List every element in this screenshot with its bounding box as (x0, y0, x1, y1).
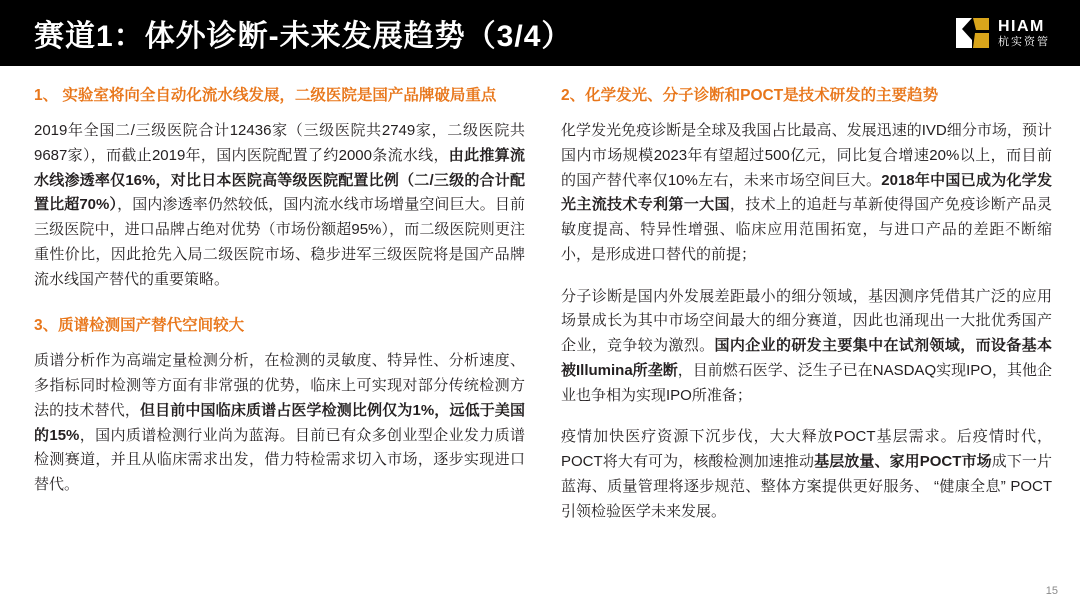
slide-body (0, 66, 1080, 605)
page-number: 15 (1045, 585, 1058, 597)
right-paragraph-2: 分子诊断是国内外发展差距最小的细分领域，基因测序凭借其广泛的应用场景成长为其中市场空间最大的细分赛道，因此也涌现出一大批优秀国产企业，竞争较为激烈。国内企业的研发主要集中在试剂领域，而设备基本被Illumina所垄断，目前燃石医学、泛生子已在NASDAQ实现IPO，其他企业也争相为实现IPO所准备； (561, 287, 1052, 404)
right-section1-heading: 2、化学发光、分子诊断和POCT是技术研发的主要趋势 (561, 87, 939, 104)
company-logo (956, 18, 1062, 48)
logo-text (998, 18, 1050, 48)
left-section1-paragraph: 2019年全国二/三级医院合计12436家（三级医院共2749家，二级医院共9687家），而截止2019年，国内医院配置了约2000条流水线，由此推算流水线渗透率仅16%，对比日本医院高等级医院配置比例（二/三级的合计配置比超70%），国内渗透率仍然较低，国内流水线市场增量空间巨大。目前三级医院中，进口品牌占绝对优势（市场份额超95%），而二级医院则更注重性价比，因此抢先入局二级医院市场、稳步进军三级医院将是国产品牌流水线国产替代的重要策略。 (34, 122, 525, 288)
page-title: 赛道1：体外诊断-未来发展趋势（3/4） (34, 20, 573, 53)
right-paragraph-3: 疫情加快医疗资源下沉步伐，大大释放POCT基层需求。后疫情时代，POCT将大有可为，核酸检测加速推动基层放量、家用POCT市场成下一片蓝海、质量管理将逐步规范、整体方案提供更好服务、 “健康全息” POCT引领检验医学未来发展。 (561, 428, 1053, 520)
right-column (561, 84, 1052, 605)
hiam-logo-icon (956, 18, 990, 48)
logo-en-label: HIAM (998, 18, 1045, 36)
logo-cn-label: 杭实资管 (998, 35, 1050, 48)
right-section1-paragraph: 化学发光免疫诊断是全球及我国占比最高、发展迅速的IVD细分市场，预计国内市场规模2023年有望超过500亿元，同比复合增速20%以上，而目前的国产替代率仅10%左右，未来市场空间巨大。2018年中国已成为化学发光主流技术专利第一大国，技术上的追赶与革新使得国产免疫诊断产品灵敏度提高、特异性增强、临床应用范围拓宽，与进口产品的差距不断缩小，是形成进口替代的前提； (561, 122, 1052, 263)
slide-header (0, 0, 1080, 66)
left-section2-heading: 3、质谱检测国产替代空间较大 (34, 317, 245, 335)
left-section1-heading: 1、 实验室将向全自动化流水线发展，二级医院是国产品牌破局重点 (34, 87, 497, 104)
left-column (34, 84, 525, 605)
left-section2-paragraph: 质谱分析作为高端定量检测分析，在检测的灵敏度、特异性、分析速度、多指标同时检测等方面有非常强的优势，临床上可实现对部分传统检测方法的技术替代，但目前中国临床质谱占医学检测比例仅为1%，远低于美国的15%，国内质谱检测行业尚为蓝海。目前已有众多创业型企业发力质谱检测赛道，并且从临床需求出发，借力特检需求切入市场，逐步实现进口替代。 (34, 352, 525, 494)
